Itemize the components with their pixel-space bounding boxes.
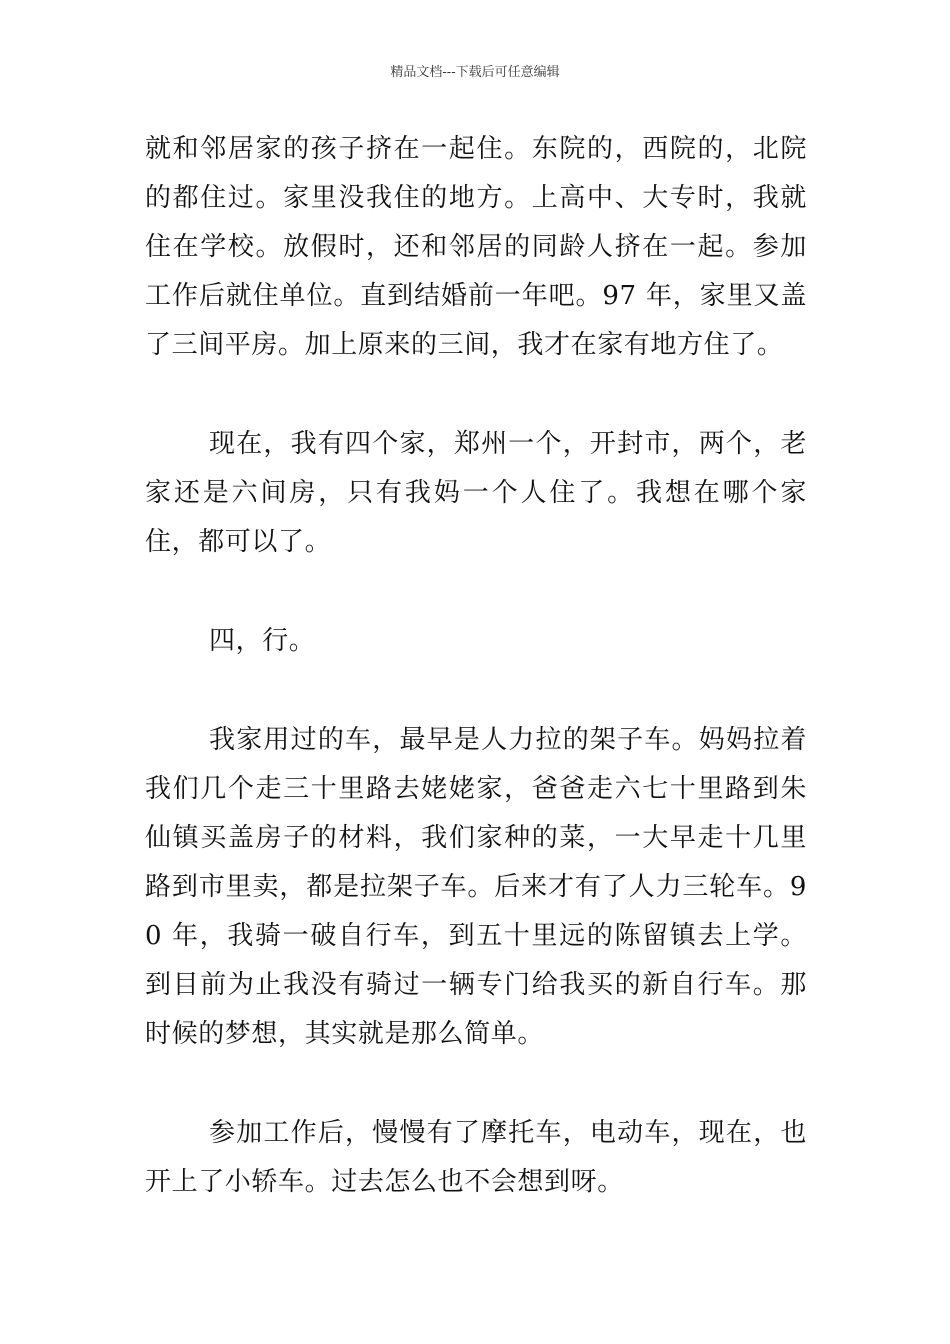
document-body <box>145 125 807 1207</box>
paragraph-vehicles-past: 我家用过的车，最早是人力拉的架子车。妈妈拉着我们几个走三十里路去姥姥家，爸爸走六七十里路到朱仙镇买盖房子的材料，我们家种的菜，一大早走十几里路到市里卖，都是拉架子车。后来才有了人力三轮车。90 年，我骑一破自行车，到五十里远的陈留镇去上学。到目前为止我没有骑过一辆专门给我买的新自行车。那时候的梦想，其实就是那么简单。 <box>145 725 807 1049</box>
section-heading-travel: 四，行。 <box>209 626 316 656</box>
page-header: 精品文档---下载后可任意编辑 <box>390 65 560 80</box>
paragraph-vehicles-now: 参加工作后，慢慢有了摩托车，电动车，现在，也开上了小轿车。过去怎么也不会想到呀。 <box>145 1118 807 1197</box>
paragraph-four-homes: 现在，我有四个家，郑州一个，开封市，两个，老家还是六间房，只有我妈一个人住了。我想在哪个家住，都可以了。 <box>145 429 807 557</box>
paragraph-housing-continued: 就和邻居家的孩子挤在一起住。东院的，西院的，北院的都住过。家里没我住的地方。上高中、大专时，我就住在学校。放假时，还和邻居的同龄人挤在一起。参加工作后就住单位。直到结婚前一年吧。97 年，家里又盖了三间平房。加上原来的三间，我才在家有地方住了。 <box>145 134 807 360</box>
